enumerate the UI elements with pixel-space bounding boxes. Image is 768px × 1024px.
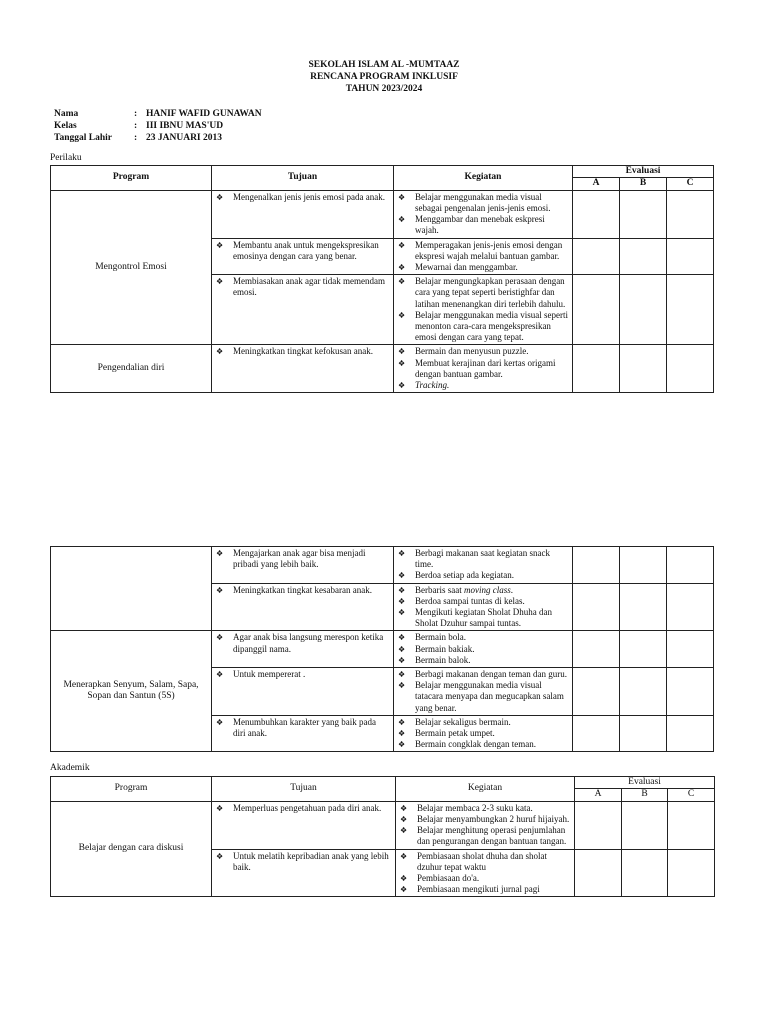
kegiatan-text: Berbagi makanan saat kegiatan snack time. [415,548,550,570]
kegiatan-item [394,728,568,739]
kegiatan-cell [394,547,573,584]
tujuan-list [212,584,393,597]
kegiatan-item [394,240,568,262]
tujuan-cell [212,715,394,752]
tujuan-item [212,669,389,680]
evaluasi-c-cell [667,238,714,275]
tujuan-text: Mengenalkan jenis jenis emosi pada anak. [233,191,385,202]
tujuan-item [212,585,389,596]
dob-label: Tanggal Lahir [54,133,112,143]
diamond-bullet-icon: ❖ [216,803,224,813]
diamond-bullet-icon: ❖ [216,585,224,595]
diamond-bullet-icon: ❖ [216,851,224,861]
kegiatan-cell [396,801,575,849]
kegiatan-item [394,669,568,680]
diamond-bullet-icon: ❖ [216,192,224,202]
kegiatan-text: Belajar mengungkapkan perasaan dengan cara yang tepat seperti beristighfar dan latihan menenangkan diri terlebih dahulu. [415,276,566,309]
name-label: Nama [54,109,79,119]
kegiatan-cell [394,275,573,345]
evaluasi-a-cell [573,583,620,631]
evaluasi-a-cell [573,668,620,716]
diamond-bullet-icon: ❖ [398,358,406,368]
evaluasi-b-header: B [622,789,668,801]
kegiatan-text: Berdoa sampai tuntas di kelas. [415,595,525,606]
dob-value: 23 JANUARI 2013 [146,133,222,143]
diamond-bullet-icon: ❖ [398,585,406,595]
tujuan-item [212,240,389,262]
kegiatan-cell [396,849,575,897]
class-value: III IBNU MAS'UD [146,121,224,131]
diamond-bullet-icon: ❖ [398,644,406,654]
tujuan-text: Membantu anak untuk mengekspresikan emosinya dengan cara yang benar. [233,239,379,261]
tujuan-text: Memperluas pengetahuan pada diri anak. [233,802,382,813]
tujuan-item [212,276,389,298]
kegiatan-text: Berbagi makanan dengan teman dan guru. [415,669,567,680]
diamond-bullet-icon: ❖ [400,814,408,824]
evaluasi-a-cell [573,715,620,752]
kegiatan-item [396,873,570,884]
kegiatan-list [394,716,572,752]
tujuan-item [212,548,389,570]
kegiatan-text: Mewarnai dan menggambar. [415,262,518,272]
tujuan-text: Untuk melatih kepribadian anak yang lebih baik. [233,850,389,872]
evaluasi-c-header: C [668,789,715,801]
tujuan-header: Tujuan [212,166,394,191]
tujuan-cell [212,345,394,393]
tujuan-list [212,802,395,815]
evaluasi-b-cell [620,583,667,631]
kegiatan-list [394,275,572,344]
diamond-bullet-icon: ❖ [398,633,406,643]
student-info [54,108,262,144]
colon: : [134,109,138,119]
kegiatan-item [394,680,568,714]
evaluasi-c-cell [668,849,715,897]
evaluasi-b-cell [622,801,668,849]
evaluasi-b-cell [620,345,667,393]
kegiatan-text: Memperagakan jenis-jenis emosi dengan ekspresi wajah melalui bantuan gambar. [415,239,563,261]
kegiatan-text: Pembiasaan sholat dhuha dan sholat dzuhur tepat waktu [417,850,547,872]
tujuan-text: Meningkatkan tingkat kesabaran anak. [233,584,372,595]
kegiatan-item [396,825,570,847]
program-cell: Mengontrol Emosi [51,190,212,345]
kegiatan-text: Menggambar dan menebak eskpresi wajah. [415,214,545,236]
evaluasi-header: Evaluasi [575,777,715,789]
tujuan-list [212,716,393,740]
kegiatan-header: Kegiatan [396,777,575,802]
evaluasi-b-header: B [620,178,667,190]
evaluasi-a-cell [575,801,622,849]
diamond-bullet-icon: ❖ [216,277,224,287]
diamond-bullet-icon: ❖ [398,277,406,287]
tujuan-cell [212,668,394,716]
colon: : [134,133,138,143]
diamond-bullet-icon: ❖ [216,633,224,643]
table-header-row [51,777,715,789]
evaluasi-b-cell [620,190,667,238]
kegiatan-text: Berdoa setiap ada kegiatan. [415,570,514,581]
diamond-bullet-icon: ❖ [398,596,406,606]
diamond-bullet-icon: ❖ [216,717,224,727]
tujuan-header: Tujuan [212,777,396,802]
colon: : [134,121,138,131]
kegiatan-list [394,547,572,583]
evaluasi-b-cell [620,238,667,275]
tujuan-list [212,345,393,358]
kegiatan-list [394,191,572,238]
kegiatan-text: Membuat kerajinan dari kertas origami dengan bantuan gambar. [415,357,556,379]
kegiatan-cell [394,631,573,668]
student-dob-row [54,132,262,144]
kegiatan-list [394,239,572,275]
school-name: SEKOLAH ISLAM AL -MUMTAAZ [308,60,460,70]
diamond-bullet-icon: ❖ [400,803,408,813]
table-row [51,190,714,238]
kegiatan-list [394,584,572,631]
name-value: HANIF WAFID GUNAWAN [146,109,262,119]
kegiatan-cell [394,668,573,716]
diamond-bullet-icon: ❖ [400,874,408,883]
academic-year: TAHUN 2023/2024 [345,84,423,94]
table-row [51,801,715,849]
tujuan-cell [212,583,394,631]
kegiatan-item [394,585,568,596]
kegiatan-item [394,214,568,236]
diamond-bullet-icon: ❖ [216,240,224,250]
tujuan-text: Membiasakan anak agar tidak memendam emosi. [233,276,385,298]
document-title: RENCANA PROGRAM INKLUSIF [310,72,458,82]
tujuan-list [212,547,393,571]
kegiatan-list [396,802,574,849]
kegiatan-text: Bermain congklak dengan teman. [415,739,536,750]
kegiatan-item [396,851,570,873]
evaluasi-c-header: C [667,178,714,190]
kegiatan-item [394,310,568,344]
diamond-bullet-icon: ❖ [400,826,408,836]
kegiatan-text: Tracking. [415,380,450,391]
diamond-bullet-icon: ❖ [398,571,406,581]
diamond-bullet-icon: ❖ [398,670,406,680]
evaluasi-a-cell [573,631,620,668]
kegiatan-item [394,632,568,643]
tujuan-item [212,851,391,873]
diamond-bullet-icon: ❖ [398,347,406,357]
diamond-bullet-icon: ❖ [398,215,406,225]
kegiatan-text: Berbaris saat moving class. [415,584,513,595]
diamond-bullet-icon: ❖ [398,549,406,558]
evaluasi-b-cell [620,631,667,668]
evaluasi-a-cell [573,275,620,345]
diamond-bullet-icon: ❖ [400,885,408,895]
kegiatan-text: Bermain dan menyusun puzzle. [415,346,529,357]
kegiatan-cell [394,238,573,275]
tujuan-list [212,239,393,263]
tujuan-cell [212,547,394,584]
tujuan-cell [212,238,394,275]
tujuan-item [212,346,389,357]
evaluasi-a-cell [573,190,620,238]
kegiatan-item [394,276,568,310]
tujuan-text: Menumbuhkan karakter yang baik pada diri anak. [233,716,376,739]
student-class-row [54,120,262,132]
evaluasi-c-cell [667,547,714,584]
diamond-bullet-icon: ❖ [398,381,406,391]
diamond-bullet-icon: ❖ [398,740,406,750]
kegiatan-item [394,346,568,357]
kegiatan-item [394,644,568,655]
tujuan-item [212,717,389,739]
diamond-bullet-icon: ❖ [398,310,406,320]
kegiatan-text: Bermain bakiak. [415,643,475,654]
diamond-bullet-icon: ❖ [216,347,224,357]
kegiatan-text: Belajar menggunakan media visual seperti menonton cara-cara mengekspresikan emosi dengan cara yang tepat. [415,309,568,343]
program-cell: Belajar dengan cara diskusi [51,801,212,897]
evaluasi-a-header: A [575,789,622,801]
tujuan-list [212,668,393,681]
evaluasi-c-cell [667,275,714,345]
kegiatan-item [394,739,568,750]
evaluasi-c-cell [667,668,714,716]
evaluasi-c-cell [667,715,714,752]
program-header: Program [51,166,212,191]
table-row [51,631,714,668]
tujuan-list [212,850,395,874]
program-cell [51,547,212,631]
kegiatan-item [394,380,568,391]
diamond-bullet-icon: ❖ [398,608,406,618]
diamond-bullet-icon: ❖ [398,263,406,272]
evaluasi-b-cell [622,849,668,897]
tujuan-list [212,191,393,204]
tujuan-text: Mengajarkan anak agar bisa menjadi pribadi yang lebih baik. [233,548,366,570]
kegiatan-text: Belajar menyambungkan 2 huruf hijaiyah. [417,813,570,824]
evaluasi-c-cell [667,583,714,631]
kegiatan-text: Bermain balok. [415,654,471,665]
tujuan-text: Untuk mempererat . [233,669,306,680]
tujuan-cell [212,849,396,897]
kegiatan-item [394,262,568,273]
kegiatan-item [394,655,568,666]
evaluasi-b-cell [620,715,667,752]
kegiatan-item [394,607,568,629]
perilaku-table-continued [50,546,714,752]
evaluasi-a-cell [573,345,620,393]
kegiatan-list [394,668,572,715]
kegiatan-item [396,814,570,825]
evaluasi-c-cell [667,190,714,238]
program-header: Program [51,777,212,802]
kegiatan-cell [394,583,573,631]
kegiatan-text: Mengikuti kegiatan Sholat Dhuha dan Sholat Dzuhur sampai tuntas. [415,607,552,629]
kegiatan-item [394,717,568,728]
tujuan-item [212,632,389,654]
tujuan-cell [212,801,396,849]
evaluasi-a-cell [573,547,620,584]
evaluasi-a-header: A [573,178,620,190]
tujuan-cell [212,275,394,345]
section-title-perilaku: Perilaku [50,153,82,163]
kegiatan-text: Belajar menggunakan media visual tatacara menyapa dan megucapkan salam yang benar. [415,680,564,713]
tujuan-cell [212,631,394,668]
kegiatan-text: Pembiasaan do'a. [417,873,480,883]
kegiatan-item [394,596,568,607]
kegiatan-item [396,803,570,814]
kegiatan-cell [394,190,573,238]
table-row [51,547,714,584]
evaluasi-c-cell [668,801,715,849]
tujuan-list [212,631,393,655]
kegiatan-item [394,548,568,570]
evaluasi-c-cell [667,345,714,393]
diamond-bullet-icon: ❖ [398,729,406,739]
kegiatan-text: Belajar menggunakan media visual sebagai pengenalan jenis-jenis emosi. [415,191,551,213]
class-label: Kelas [54,121,77,131]
program-cell: Menerapkan Senyum, Salam, Sapa, Sopan dan Santun (5S) [51,631,212,752]
document-header [0,59,768,95]
evaluasi-b-cell [620,547,667,584]
kegiatan-list [394,345,572,392]
kegiatan-text: Belajar menghitung operasi penjumlahan dan pengurangan dengan bantuan tangan. [417,825,567,847]
kegiatan-cell [394,715,573,752]
evaluasi-b-cell [620,275,667,345]
diamond-bullet-icon: ❖ [398,192,406,202]
section-title-akademik: Akademik [50,763,90,773]
kegiatan-text: Belajar sekaligus bermain. [415,716,511,727]
tujuan-text: Agar anak bisa langsung merespon ketika dipanggil nama. [233,632,384,654]
kegiatan-text: Bermain petak umpet. [415,728,495,739]
kegiatan-cell [394,345,573,393]
tujuan-list [212,275,393,299]
diamond-bullet-icon: ❖ [398,655,406,665]
student-name-row [54,108,262,120]
diamond-bullet-icon: ❖ [216,670,224,680]
evaluasi-header: Evaluasi [573,166,714,178]
kegiatan-list [394,631,572,667]
diamond-bullet-icon: ❖ [400,851,408,861]
table-row [51,345,714,393]
kegiatan-text: Pembiasaan mengikuti jurnal pagi [417,884,540,895]
program-cell: Pengendalian diri [51,345,212,393]
table-header-row [51,166,714,178]
perilaku-table [50,165,714,393]
diamond-bullet-icon: ❖ [216,549,224,558]
kegiatan-item [396,884,570,895]
kegiatan-item [394,192,568,214]
evaluasi-a-cell [573,238,620,275]
evaluasi-c-cell [667,631,714,668]
diamond-bullet-icon: ❖ [398,240,406,250]
akademik-table [50,776,715,897]
kegiatan-item [394,358,568,380]
kegiatan-list [396,850,574,897]
kegiatan-text: Belajar membaca 2-3 suku kata. [417,802,533,813]
tujuan-item [212,803,391,814]
kegiatan-header: Kegiatan [394,166,573,191]
tujuan-text: Meningkatkan tingkat kefokusan anak. [233,346,373,357]
evaluasi-b-cell [620,668,667,716]
tujuan-item [212,192,389,203]
evaluasi-a-cell [575,849,622,897]
diamond-bullet-icon: ❖ [398,717,406,727]
tujuan-cell [212,190,394,238]
kegiatan-item [394,570,568,581]
diamond-bullet-icon: ❖ [398,681,406,691]
kegiatan-text: Bermain bola. [415,632,466,643]
